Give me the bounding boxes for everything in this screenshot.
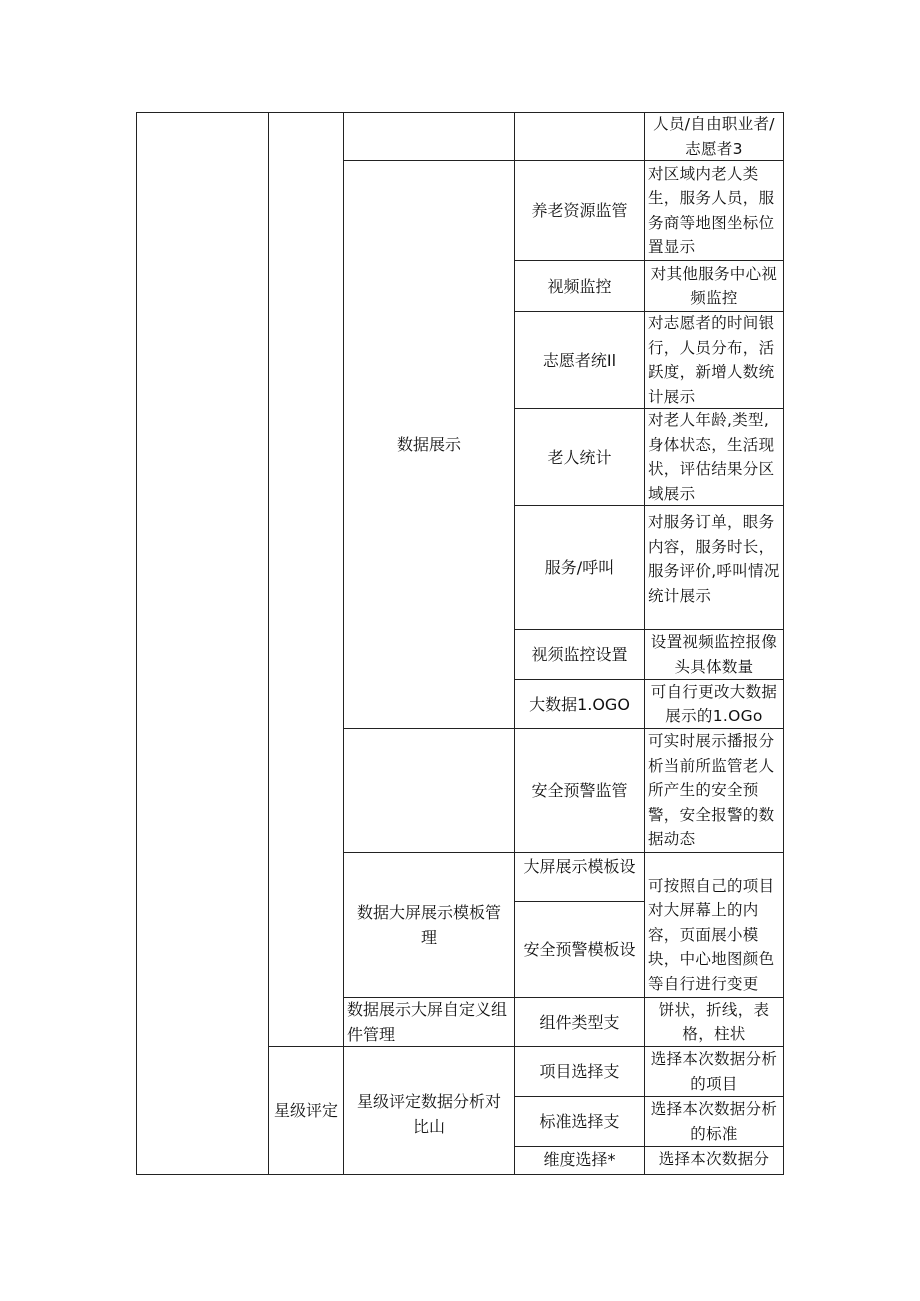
safety-warning-desc: 可实时展示播报分析当前所监管老人所产生的安全预警，安全报警的数据动态	[648, 732, 775, 849]
col4-service-call-cell	[514, 505, 645, 630]
col4-video-monitor-cell	[514, 260, 645, 312]
standard-select-desc: 选择本次数据分析的标准	[650, 1100, 778, 1143]
big-data-logo-label: 大数据1.OGO	[529, 694, 630, 714]
templates-desc: 可按照自己的项目对大屏幕上的内容，页面展小模块，中心地图颜色等自行进行变更	[648, 876, 775, 993]
video-monitor-label: 视频监控	[547, 276, 612, 296]
col4-big-data-logo-cell	[514, 679, 645, 729]
elder-resources-desc: 对区域内老人类生，服务人员，服务商等地图坐标位置显示	[648, 164, 775, 256]
col4-project-select-cell	[514, 1046, 645, 1097]
col4-screen-template-cell	[514, 852, 645, 902]
col4-dimension-select-cell	[514, 1146, 645, 1175]
video-settings-desc: 设置视频监控报像头具体数量	[650, 633, 778, 676]
col5-safety-warning-cell	[644, 728, 784, 853]
safety-template-label: 安全预警模板设	[523, 940, 636, 959]
col3-empty-mid-cell	[343, 728, 515, 853]
col5-volunteer-stats-cell	[644, 311, 784, 409]
elderly-stats-label: 老人统计	[547, 447, 612, 467]
component-types-desc: 饼状，折线，表格，柱状	[658, 1000, 770, 1043]
col3-custom-components-cell	[343, 997, 515, 1047]
col4-safety-warning-cell	[514, 728, 645, 853]
col3-data-display-cell	[343, 160, 515, 729]
video-monitor-desc: 对其他服务中心视频监控	[650, 264, 778, 307]
col5-personnel-cell	[644, 112, 784, 161]
col4-video-settings-cell	[514, 629, 645, 680]
data-display-label: 数据展示	[396, 435, 461, 454]
star-rating-label: 星级评定	[273, 1101, 338, 1120]
col4-standard-select-cell	[514, 1096, 645, 1147]
elder-resources-label: 养老资源监管	[531, 201, 628, 220]
col4-volunteer-stats-cell	[514, 311, 645, 409]
col5-elder-resources-cell	[644, 160, 784, 261]
safety-warning-label: 安全预警监管	[531, 781, 628, 800]
col1-empty-cell	[136, 112, 269, 1175]
volunteer-stats-label: 志愿者统Il	[542, 350, 617, 370]
project-select-desc: 选择本次数据分析的项目	[650, 1050, 778, 1093]
col5-service-call-cell	[644, 505, 784, 630]
col5-big-data-logo-cell	[644, 679, 784, 729]
col5-dimension-select-cell	[644, 1146, 784, 1175]
col3-empty-top-cell	[343, 112, 515, 161]
project-select-label: 项目选择支	[539, 1062, 620, 1081]
standard-select-label: 标准选择支	[539, 1112, 620, 1131]
component-types-label: 组件类型支	[539, 1012, 620, 1032]
service-call-label: 服务/呼叫	[544, 558, 615, 577]
dimension-select-label: 维度选择*	[543, 1150, 616, 1169]
service-call-desc: 对服务订单，眼务内容，服务时长，服务评价,呼叫情况统计展示	[648, 513, 780, 605]
template-mgmt-label: 数据大屏展示模板管理	[356, 903, 501, 947]
col4-safety-template-cell	[514, 901, 645, 998]
col5-project-select-cell	[644, 1046, 784, 1097]
col4-component-types-cell	[514, 997, 645, 1047]
dimension-select-desc: 选择本次数据分	[658, 1150, 770, 1168]
col4-elderly-stats-cell	[514, 408, 645, 506]
volunteer-stats-desc: 对志愿者的时间银行，人员分布，活跃度，新增人数统计展示	[648, 314, 775, 406]
col2-empty-cell	[268, 112, 344, 1047]
col5-video-monitor-cell	[644, 260, 784, 312]
col5-component-types-cell	[644, 997, 784, 1047]
col2-star-rating-cell	[268, 1046, 344, 1175]
video-settings-label: 视须监控设置	[531, 645, 628, 664]
col5-standard-select-cell	[644, 1096, 784, 1147]
custom-components-label: 数据展示大屏自定义组件管理	[347, 1000, 508, 1044]
col5-video-settings-cell	[644, 629, 784, 680]
col3-star-analysis-cell	[343, 1046, 515, 1175]
big-data-logo-desc: 可自行更改大数据展示的1.OGo	[650, 682, 778, 725]
elderly-stats-desc: 对老人年龄,类型,身体状态，生活现状，评估结果分区域展示	[648, 411, 775, 503]
col3-template-mgmt-cell	[343, 852, 515, 998]
col4-empty-top-cell	[514, 112, 645, 161]
screen-template-label: 大屏展示模板设	[523, 857, 636, 876]
star-analysis-label: 星级评定数据分析对比山	[356, 1092, 501, 1136]
col5-elderly-stats-cell	[644, 408, 784, 506]
col4-elder-resources-cell	[514, 160, 645, 261]
personnel-text: 人员/自由职业者/志愿者3	[653, 115, 775, 158]
col5-templates-cell	[644, 852, 784, 998]
